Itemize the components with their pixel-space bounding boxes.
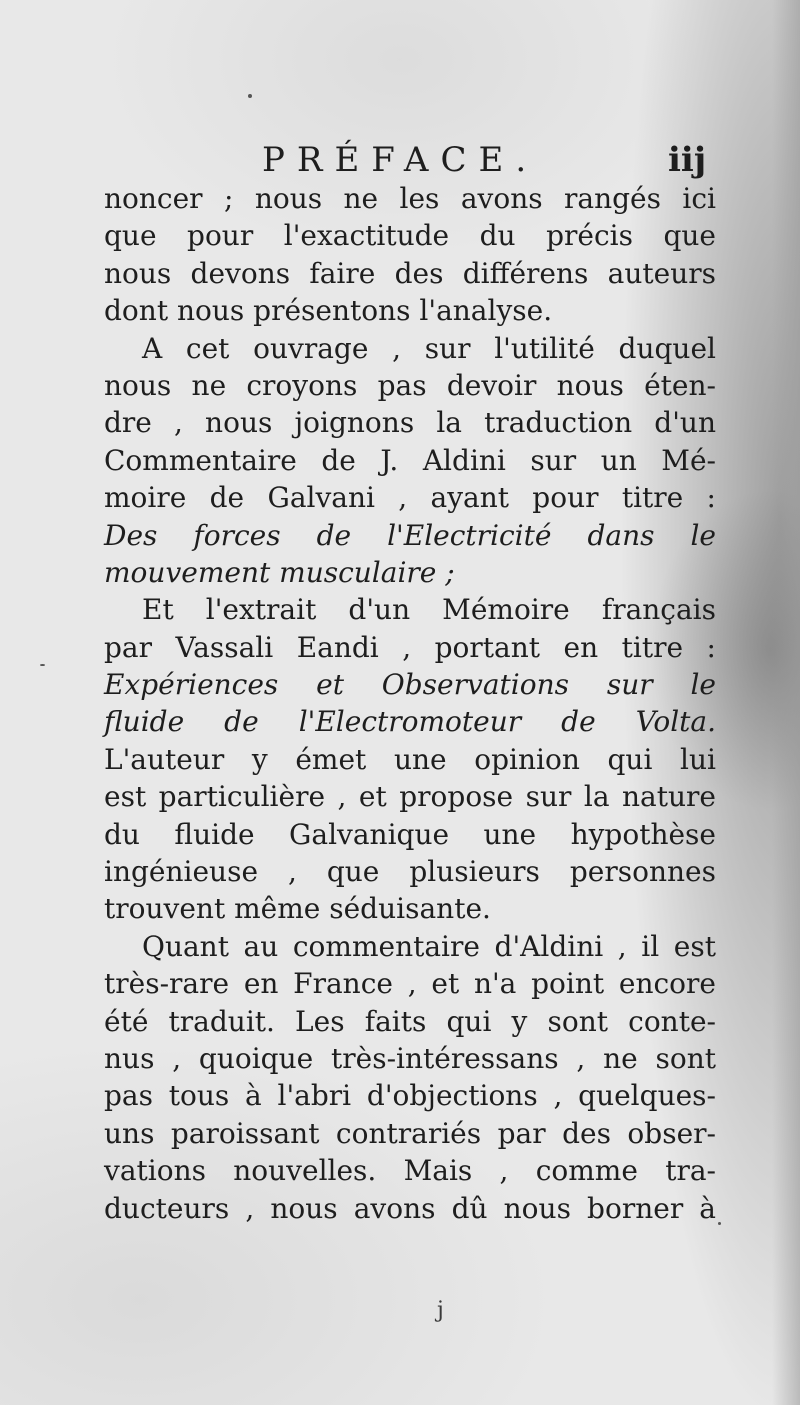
text-line: nus , quoique très-intéressans , ne sont xyxy=(104,1041,716,1075)
text-line: trouvent même séduisante. xyxy=(104,892,491,926)
text-line: ducteurs , nous avons dû nous borner à xyxy=(104,1191,716,1225)
paper-speck xyxy=(40,664,45,666)
text-line: été traduit. Les faits qui y sont conte- xyxy=(104,1004,716,1038)
text-line: nous ne croyons pas devoir nous éten- xyxy=(104,368,716,402)
paragraph-start-line: Et l'extrait d'un Mémoire français xyxy=(142,593,716,627)
italic-title-line: fluide de l'Electromoteur de Volta. xyxy=(104,705,716,739)
signature-mark: j xyxy=(437,1298,444,1323)
page-number: iij xyxy=(668,140,707,180)
paper-speck xyxy=(718,1222,721,1225)
text-line: pas tous à l'abri d'objections , quelques- xyxy=(104,1079,716,1113)
text-line: uns paroissant contrariés par des obser- xyxy=(104,1116,716,1150)
text-line: noncer ; nous ne les avons rangés ici xyxy=(104,182,716,215)
body-text xyxy=(104,180,716,1227)
italic-title-line: Expériences et Observations sur le xyxy=(104,668,716,702)
running-title: PRÉFACE. xyxy=(262,140,539,180)
text-line: vations nouvelles. Mais , comme tra- xyxy=(104,1154,716,1188)
paragraph-start-line: Quant au commentaire d'Aldini , il est xyxy=(142,929,716,963)
text-line: L'auteur y émet une opinion qui lui xyxy=(104,742,716,776)
text-line: par Vassali Eandi , portant en titre : xyxy=(104,630,716,664)
text-line: dont nous présentons l'analyse. xyxy=(104,294,553,328)
page-edge-shadow xyxy=(772,0,800,1405)
page-header xyxy=(0,138,800,182)
text-line: nous devons faire des différens auteurs xyxy=(104,256,716,290)
text-line: que pour l'exactitude du précis que xyxy=(104,219,716,253)
text-line: dre , nous joignons la traduction d'un xyxy=(104,406,716,440)
text-line: Commentaire de J. Aldini sur un Mé- xyxy=(104,443,716,477)
text-line: ingénieuse , que plusieurs personnes xyxy=(104,855,716,889)
text-line: du fluide Galvanique une hypothèse xyxy=(104,817,716,851)
text-line: très-rare en France , et n'a point encore xyxy=(104,967,716,1001)
paragraph-start-line: A cet ouvrage , sur l'utilité duquel xyxy=(142,331,716,365)
paper-speck xyxy=(248,94,252,98)
text-line: moire de Galvani , ayant pour titre : xyxy=(104,481,716,515)
italic-title-line: mouvement musculaire ; xyxy=(104,555,455,589)
italic-title-line: Des forces de l'Electricité dans le xyxy=(104,518,716,552)
text-line: est particulière , et propose sur la nature xyxy=(104,780,716,814)
